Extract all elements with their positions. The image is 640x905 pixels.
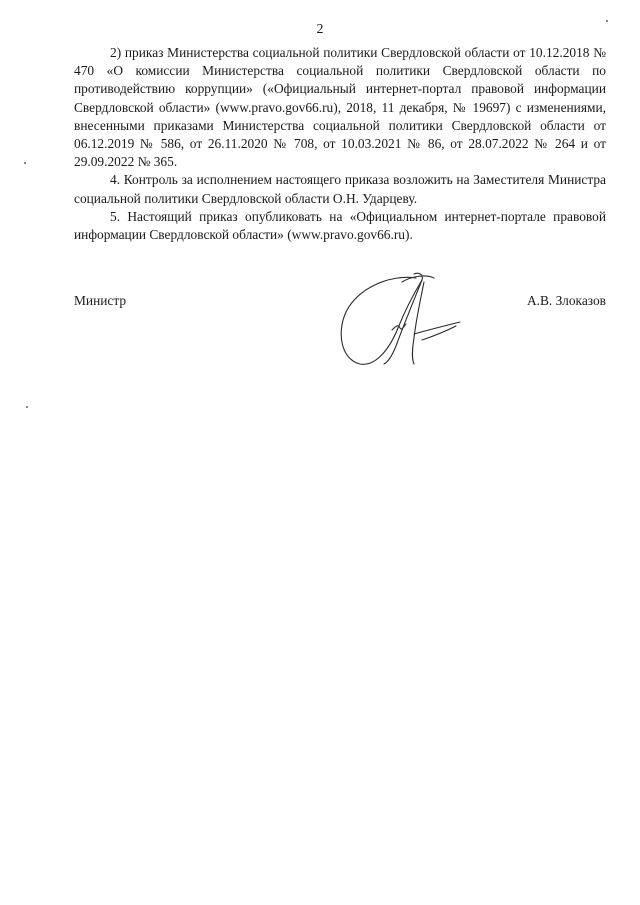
signatory-title: Министр	[74, 293, 127, 308]
scan-speck	[26, 406, 28, 408]
scan-speck	[606, 20, 608, 22]
signatory-name: А.В. Злоказов	[526, 293, 606, 308]
page-number: 2	[316, 22, 324, 37]
document-body	[74, 44, 606, 244]
scan-speck	[24, 162, 26, 164]
paragraph-item-2: 2) приказ Министерства социальной политики Свердловской области от 10.12.2018 № 470 «О комиссии Министерства социальной политики Свердловской области по противодействию коррупции» («Официальный интернет-портал правовой информации Свердловской области» (www.pravo.gov66.ru), 2018, 11 декабря, № 19697) с изменениями, внесенными приказами Министерства социальной политики Свердловской области от 06.12.2019 № 586, от 26.11.2020 № 708, от 10.03.2021 № 86, от 28.07.2022 № 264 и от 29.09.2022 № 365.	[74, 45, 606, 170]
paragraph-item-4: 4. Контроль за исполнением настоящего приказа возложить на Заместителя Министра социальной политики Свердловской области О.Н. Ударцеву.	[74, 172, 606, 206]
handwritten-signature-icon	[330, 268, 470, 372]
paragraph-item-5: 5. Настоящий приказ опубликовать на «Официальном интернет-портале правовой информации Свердловской области» (www.pravo.gov66.ru).	[74, 208, 606, 243]
